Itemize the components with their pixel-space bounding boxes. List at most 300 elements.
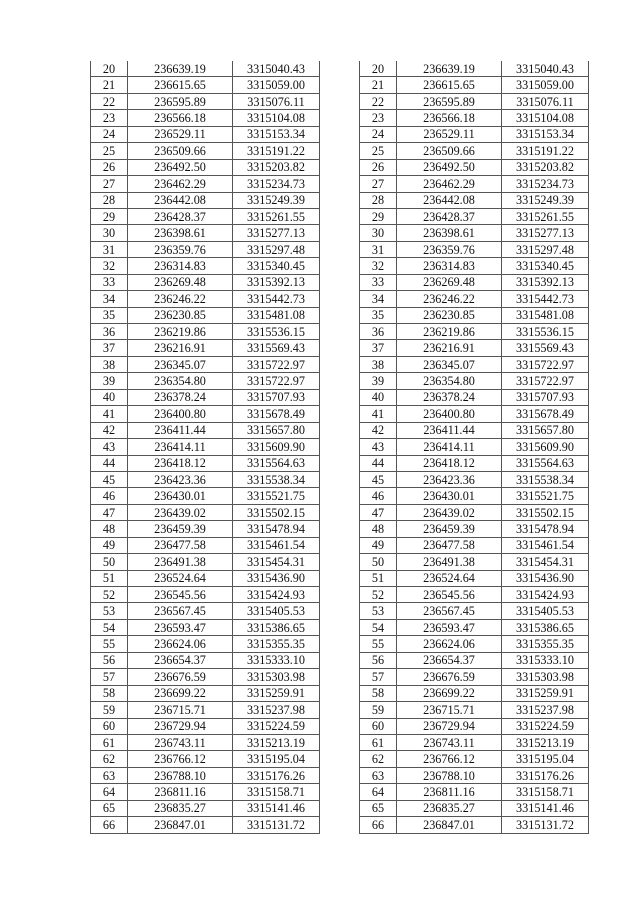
x-coordinate-cell: 236246.22 — [128, 291, 233, 307]
x-coordinate-cell: 236654.37 — [128, 652, 233, 668]
table-row — [91, 767, 320, 783]
y-coordinate-cell: 3315609.90 — [233, 439, 320, 455]
table-row — [91, 258, 320, 274]
x-coordinate-cell: 236230.85 — [128, 307, 233, 323]
table-row — [360, 751, 589, 767]
point-number-cell: 61 — [360, 734, 397, 750]
table-row — [360, 488, 589, 504]
table-row — [360, 77, 589, 93]
table-row — [360, 439, 589, 455]
point-number-cell: 60 — [360, 718, 397, 734]
point-number-cell: 56 — [360, 652, 397, 668]
table-row — [360, 817, 589, 833]
point-number-cell: 51 — [91, 570, 128, 586]
table-row — [360, 537, 589, 553]
point-number-cell: 31 — [91, 241, 128, 257]
table-row — [360, 143, 589, 159]
y-coordinate-cell: 3315195.04 — [233, 751, 320, 767]
table-row — [360, 110, 589, 126]
table-row — [91, 702, 320, 718]
x-coordinate-cell: 236477.58 — [397, 537, 502, 553]
point-number-cell: 38 — [91, 356, 128, 372]
table-row — [91, 389, 320, 405]
table-row — [360, 636, 589, 652]
x-coordinate-cell: 236615.65 — [397, 77, 502, 93]
table-row — [360, 274, 589, 290]
y-coordinate-cell: 3315153.34 — [233, 126, 320, 142]
table-row — [91, 554, 320, 570]
point-number-cell: 54 — [360, 619, 397, 635]
y-coordinate-cell: 3315569.43 — [502, 340, 589, 356]
table-row — [91, 734, 320, 750]
point-number-cell: 22 — [360, 93, 397, 109]
x-coordinate-cell: 236428.37 — [128, 208, 233, 224]
x-coordinate-cell: 236529.11 — [128, 126, 233, 142]
table-row — [91, 455, 320, 471]
table-row — [360, 587, 589, 603]
table-row — [91, 800, 320, 816]
y-coordinate-cell: 3315234.73 — [233, 176, 320, 192]
x-coordinate-cell: 236509.66 — [397, 143, 502, 159]
table-row — [91, 356, 320, 372]
table-row — [360, 225, 589, 241]
point-number-cell: 62 — [360, 751, 397, 767]
table-row — [91, 406, 320, 422]
y-coordinate-cell: 3315442.73 — [233, 291, 320, 307]
table-row — [360, 800, 589, 816]
x-coordinate-cell: 236359.76 — [397, 241, 502, 257]
y-coordinate-cell: 3315355.35 — [233, 636, 320, 652]
y-coordinate-cell: 3315436.90 — [502, 570, 589, 586]
table-row — [360, 406, 589, 422]
point-number-cell: 22 — [91, 93, 128, 109]
y-coordinate-cell: 3315176.26 — [502, 767, 589, 783]
point-number-cell: 65 — [360, 800, 397, 816]
table-row — [360, 192, 589, 208]
y-coordinate-cell: 3315678.49 — [233, 406, 320, 422]
y-coordinate-cell: 3315131.72 — [502, 817, 589, 833]
table-row — [360, 307, 589, 323]
point-number-cell: 42 — [91, 422, 128, 438]
x-coordinate-cell: 236847.01 — [128, 817, 233, 833]
table-row — [360, 241, 589, 257]
table-row — [360, 521, 589, 537]
y-coordinate-cell: 3315261.55 — [233, 208, 320, 224]
x-coordinate-cell: 236639.19 — [128, 61, 233, 77]
table-row — [91, 274, 320, 290]
table-row — [360, 471, 589, 487]
table-row — [91, 241, 320, 257]
y-coordinate-cell: 3315722.97 — [233, 356, 320, 372]
y-coordinate-cell: 3315707.93 — [502, 389, 589, 405]
x-coordinate-cell: 236524.64 — [128, 570, 233, 586]
table-row — [91, 61, 320, 77]
point-number-cell: 31 — [360, 241, 397, 257]
table-row — [360, 603, 589, 619]
x-coordinate-cell: 236743.11 — [128, 734, 233, 750]
x-coordinate-cell: 236729.94 — [128, 718, 233, 734]
point-number-cell: 32 — [91, 258, 128, 274]
y-coordinate-cell: 3315234.73 — [502, 176, 589, 192]
x-coordinate-cell: 236743.11 — [397, 734, 502, 750]
x-coordinate-cell: 236314.83 — [128, 258, 233, 274]
x-coordinate-cell: 236423.36 — [397, 471, 502, 487]
x-coordinate-cell: 236345.07 — [128, 356, 233, 372]
table-row — [91, 488, 320, 504]
x-coordinate-cell: 236715.71 — [128, 702, 233, 718]
x-coordinate-cell: 236509.66 — [128, 143, 233, 159]
point-number-cell: 32 — [360, 258, 397, 274]
table-row — [91, 718, 320, 734]
table-row — [360, 652, 589, 668]
table-row — [360, 784, 589, 800]
x-coordinate-cell: 236595.89 — [128, 93, 233, 109]
y-coordinate-cell: 3315176.26 — [233, 767, 320, 783]
point-number-cell: 24 — [91, 126, 128, 142]
table-body — [360, 61, 589, 833]
x-coordinate-cell: 236615.65 — [128, 77, 233, 93]
x-coordinate-cell: 236430.01 — [128, 488, 233, 504]
y-coordinate-cell: 3315195.04 — [502, 751, 589, 767]
table-row — [91, 93, 320, 109]
table-row — [91, 291, 320, 307]
point-number-cell: 60 — [91, 718, 128, 734]
table-row — [91, 587, 320, 603]
point-number-cell: 25 — [91, 143, 128, 159]
table-row — [91, 159, 320, 175]
table-row — [91, 685, 320, 701]
y-coordinate-cell: 3315104.08 — [502, 110, 589, 126]
x-coordinate-cell: 236593.47 — [397, 619, 502, 635]
y-coordinate-cell: 3315259.91 — [233, 685, 320, 701]
point-number-cell: 49 — [360, 537, 397, 553]
point-number-cell: 44 — [91, 455, 128, 471]
x-coordinate-cell: 236462.29 — [128, 176, 233, 192]
x-coordinate-cell: 236400.80 — [397, 406, 502, 422]
point-number-cell: 20 — [91, 61, 128, 77]
y-coordinate-cell: 3315333.10 — [233, 652, 320, 668]
x-coordinate-cell: 236835.27 — [128, 800, 233, 816]
x-coordinate-cell: 236411.44 — [128, 422, 233, 438]
x-coordinate-cell: 236492.50 — [397, 159, 502, 175]
point-number-cell: 37 — [91, 340, 128, 356]
y-coordinate-cell: 3315392.13 — [233, 274, 320, 290]
x-coordinate-cell: 236439.02 — [128, 504, 233, 520]
x-coordinate-cell: 236566.18 — [397, 110, 502, 126]
table-row — [360, 373, 589, 389]
point-number-cell: 66 — [91, 817, 128, 833]
table-row — [360, 61, 589, 77]
y-coordinate-cell: 3315502.15 — [233, 504, 320, 520]
table-row — [91, 143, 320, 159]
table-row — [91, 537, 320, 553]
coordinate-table-left — [90, 61, 320, 834]
x-coordinate-cell: 236414.11 — [128, 439, 233, 455]
y-coordinate-cell: 3315461.54 — [233, 537, 320, 553]
point-number-cell: 50 — [91, 554, 128, 570]
point-number-cell: 64 — [91, 784, 128, 800]
x-coordinate-cell: 236459.39 — [397, 521, 502, 537]
table-row — [360, 734, 589, 750]
y-coordinate-cell: 3315461.54 — [502, 537, 589, 553]
y-coordinate-cell: 3315303.98 — [233, 669, 320, 685]
point-number-cell: 21 — [91, 77, 128, 93]
y-coordinate-cell: 3315392.13 — [502, 274, 589, 290]
x-coordinate-cell: 236766.12 — [128, 751, 233, 767]
point-number-cell: 59 — [360, 702, 397, 718]
x-coordinate-cell: 236418.12 — [397, 455, 502, 471]
y-coordinate-cell: 3315213.19 — [502, 734, 589, 750]
point-number-cell: 61 — [91, 734, 128, 750]
x-coordinate-cell: 236411.44 — [397, 422, 502, 438]
x-coordinate-cell: 236639.19 — [397, 61, 502, 77]
y-coordinate-cell: 3315141.46 — [502, 800, 589, 816]
y-coordinate-cell: 3315059.00 — [502, 77, 589, 93]
y-coordinate-cell: 3315213.19 — [233, 734, 320, 750]
point-number-cell: 37 — [360, 340, 397, 356]
y-coordinate-cell: 3315203.82 — [233, 159, 320, 175]
x-coordinate-cell: 236230.85 — [397, 307, 502, 323]
point-number-cell: 23 — [91, 110, 128, 126]
table-row — [91, 77, 320, 93]
y-coordinate-cell: 3315609.90 — [502, 439, 589, 455]
point-number-cell: 62 — [91, 751, 128, 767]
table-row — [91, 192, 320, 208]
point-number-cell: 59 — [91, 702, 128, 718]
x-coordinate-cell: 236354.80 — [397, 373, 502, 389]
point-number-cell: 23 — [360, 110, 397, 126]
x-coordinate-cell: 236314.83 — [397, 258, 502, 274]
y-coordinate-cell: 3315277.13 — [502, 225, 589, 241]
y-coordinate-cell: 3315303.98 — [502, 669, 589, 685]
table-row — [360, 554, 589, 570]
point-number-cell: 49 — [91, 537, 128, 553]
y-coordinate-cell: 3315104.08 — [233, 110, 320, 126]
y-coordinate-cell: 3315536.15 — [502, 324, 589, 340]
y-coordinate-cell: 3315521.75 — [502, 488, 589, 504]
table-row — [91, 439, 320, 455]
x-coordinate-cell: 236676.59 — [397, 669, 502, 685]
y-coordinate-cell: 3315203.82 — [502, 159, 589, 175]
point-number-cell: 63 — [360, 767, 397, 783]
y-coordinate-cell: 3315076.11 — [502, 93, 589, 109]
x-coordinate-cell: 236624.06 — [397, 636, 502, 652]
y-coordinate-cell: 3315059.00 — [233, 77, 320, 93]
table-row — [91, 307, 320, 323]
y-coordinate-cell: 3315502.15 — [502, 504, 589, 520]
point-number-cell: 65 — [91, 800, 128, 816]
point-number-cell: 26 — [91, 159, 128, 175]
y-coordinate-cell: 3315259.91 — [502, 685, 589, 701]
table-row — [360, 340, 589, 356]
x-coordinate-cell: 236398.61 — [397, 225, 502, 241]
x-coordinate-cell: 236835.27 — [397, 800, 502, 816]
x-coordinate-cell: 236566.18 — [128, 110, 233, 126]
y-coordinate-cell: 3315678.49 — [502, 406, 589, 422]
x-coordinate-cell: 236847.01 — [397, 817, 502, 833]
y-coordinate-cell: 3315386.65 — [502, 619, 589, 635]
y-coordinate-cell: 3315481.08 — [502, 307, 589, 323]
x-coordinate-cell: 236439.02 — [397, 504, 502, 520]
point-number-cell: 28 — [360, 192, 397, 208]
y-coordinate-cell: 3315536.15 — [233, 324, 320, 340]
y-coordinate-cell: 3315076.11 — [233, 93, 320, 109]
point-number-cell: 55 — [91, 636, 128, 652]
x-coordinate-cell: 236418.12 — [128, 455, 233, 471]
x-coordinate-cell: 236788.10 — [128, 767, 233, 783]
x-coordinate-cell: 236400.80 — [128, 406, 233, 422]
table-row — [91, 817, 320, 833]
table-row — [91, 521, 320, 537]
point-number-cell: 46 — [360, 488, 397, 504]
y-coordinate-cell: 3315224.59 — [233, 718, 320, 734]
point-number-cell: 42 — [360, 422, 397, 438]
table-row — [91, 176, 320, 192]
y-coordinate-cell: 3315040.43 — [233, 61, 320, 77]
y-coordinate-cell: 3315424.93 — [233, 587, 320, 603]
table-row — [91, 784, 320, 800]
point-number-cell: 43 — [360, 439, 397, 455]
point-number-cell: 55 — [360, 636, 397, 652]
point-number-cell: 34 — [91, 291, 128, 307]
x-coordinate-cell: 236354.80 — [128, 373, 233, 389]
point-number-cell: 57 — [360, 669, 397, 685]
x-coordinate-cell: 236378.24 — [128, 389, 233, 405]
x-coordinate-cell: 236593.47 — [128, 619, 233, 635]
x-coordinate-cell: 236414.11 — [397, 439, 502, 455]
table-row — [360, 291, 589, 307]
y-coordinate-cell: 3315405.53 — [233, 603, 320, 619]
x-coordinate-cell: 236676.59 — [128, 669, 233, 685]
table-row — [360, 389, 589, 405]
x-coordinate-cell: 236216.91 — [128, 340, 233, 356]
x-coordinate-cell: 236766.12 — [397, 751, 502, 767]
x-coordinate-cell: 236216.91 — [397, 340, 502, 356]
table-row — [91, 603, 320, 619]
table-row — [91, 373, 320, 389]
point-number-cell: 48 — [360, 521, 397, 537]
x-coordinate-cell: 236491.38 — [397, 554, 502, 570]
x-coordinate-cell: 236219.86 — [128, 324, 233, 340]
y-coordinate-cell: 3315454.31 — [233, 554, 320, 570]
table-row — [91, 636, 320, 652]
point-number-cell: 26 — [360, 159, 397, 175]
table-row — [91, 422, 320, 438]
table-row — [360, 570, 589, 586]
coordinate-table-right — [359, 61, 589, 834]
x-coordinate-cell: 236729.94 — [397, 718, 502, 734]
x-coordinate-cell: 236269.48 — [128, 274, 233, 290]
y-coordinate-cell: 3315249.39 — [233, 192, 320, 208]
x-coordinate-cell: 236811.16 — [397, 784, 502, 800]
point-number-cell: 56 — [91, 652, 128, 668]
table-row — [360, 669, 589, 685]
y-coordinate-cell: 3315040.43 — [502, 61, 589, 77]
x-coordinate-cell: 236699.22 — [128, 685, 233, 701]
point-number-cell: 27 — [360, 176, 397, 192]
table-row — [360, 93, 589, 109]
y-coordinate-cell: 3315478.94 — [502, 521, 589, 537]
y-coordinate-cell: 3315158.71 — [233, 784, 320, 800]
point-number-cell: 38 — [360, 356, 397, 372]
y-coordinate-cell: 3315442.73 — [502, 291, 589, 307]
table-row — [91, 619, 320, 635]
y-coordinate-cell: 3315333.10 — [502, 652, 589, 668]
y-coordinate-cell: 3315424.93 — [502, 587, 589, 603]
x-coordinate-cell: 236811.16 — [128, 784, 233, 800]
x-coordinate-cell: 236423.36 — [128, 471, 233, 487]
point-number-cell: 54 — [91, 619, 128, 635]
y-coordinate-cell: 3315436.90 — [233, 570, 320, 586]
point-number-cell: 43 — [91, 439, 128, 455]
y-coordinate-cell: 3315722.97 — [502, 356, 589, 372]
table-row — [91, 504, 320, 520]
point-number-cell: 30 — [360, 225, 397, 241]
x-coordinate-cell: 236595.89 — [397, 93, 502, 109]
point-number-cell: 39 — [360, 373, 397, 389]
y-coordinate-cell: 3315297.48 — [233, 241, 320, 257]
x-coordinate-cell: 236654.37 — [397, 652, 502, 668]
point-number-cell: 33 — [91, 274, 128, 290]
x-coordinate-cell: 236491.38 — [128, 554, 233, 570]
table-row — [91, 570, 320, 586]
point-number-cell: 45 — [360, 471, 397, 487]
x-coordinate-cell: 236219.86 — [397, 324, 502, 340]
table-row — [360, 176, 589, 192]
point-number-cell: 36 — [360, 324, 397, 340]
table-row — [360, 208, 589, 224]
y-coordinate-cell: 3315340.45 — [502, 258, 589, 274]
table-row — [91, 669, 320, 685]
table-row — [360, 258, 589, 274]
point-number-cell: 29 — [360, 208, 397, 224]
point-number-cell: 30 — [91, 225, 128, 241]
x-coordinate-cell: 236246.22 — [397, 291, 502, 307]
y-coordinate-cell: 3315478.94 — [233, 521, 320, 537]
table-row — [360, 159, 589, 175]
point-number-cell: 53 — [91, 603, 128, 619]
table-row — [91, 471, 320, 487]
y-coordinate-cell: 3315405.53 — [502, 603, 589, 619]
x-coordinate-cell: 236545.56 — [128, 587, 233, 603]
y-coordinate-cell: 3315131.72 — [233, 817, 320, 833]
table-row — [91, 324, 320, 340]
table-row — [360, 356, 589, 372]
x-coordinate-cell: 236269.48 — [397, 274, 502, 290]
y-coordinate-cell: 3315224.59 — [502, 718, 589, 734]
x-coordinate-cell: 236524.64 — [397, 570, 502, 586]
y-coordinate-cell: 3315297.48 — [502, 241, 589, 257]
y-coordinate-cell: 3315386.65 — [233, 619, 320, 635]
y-coordinate-cell: 3315569.43 — [233, 340, 320, 356]
y-coordinate-cell: 3315141.46 — [233, 800, 320, 816]
y-coordinate-cell: 3315191.22 — [502, 143, 589, 159]
x-coordinate-cell: 236442.08 — [397, 192, 502, 208]
y-coordinate-cell: 3315538.34 — [502, 471, 589, 487]
x-coordinate-cell: 236529.11 — [397, 126, 502, 142]
point-number-cell: 33 — [360, 274, 397, 290]
x-coordinate-cell: 236699.22 — [397, 685, 502, 701]
y-coordinate-cell: 3315564.63 — [233, 455, 320, 471]
y-coordinate-cell: 3315340.45 — [233, 258, 320, 274]
table-row — [91, 652, 320, 668]
point-number-cell: 45 — [91, 471, 128, 487]
y-coordinate-cell: 3315191.22 — [233, 143, 320, 159]
y-coordinate-cell: 3315521.75 — [233, 488, 320, 504]
y-coordinate-cell: 3315237.98 — [502, 702, 589, 718]
x-coordinate-cell: 236442.08 — [128, 192, 233, 208]
x-coordinate-cell: 236398.61 — [128, 225, 233, 241]
